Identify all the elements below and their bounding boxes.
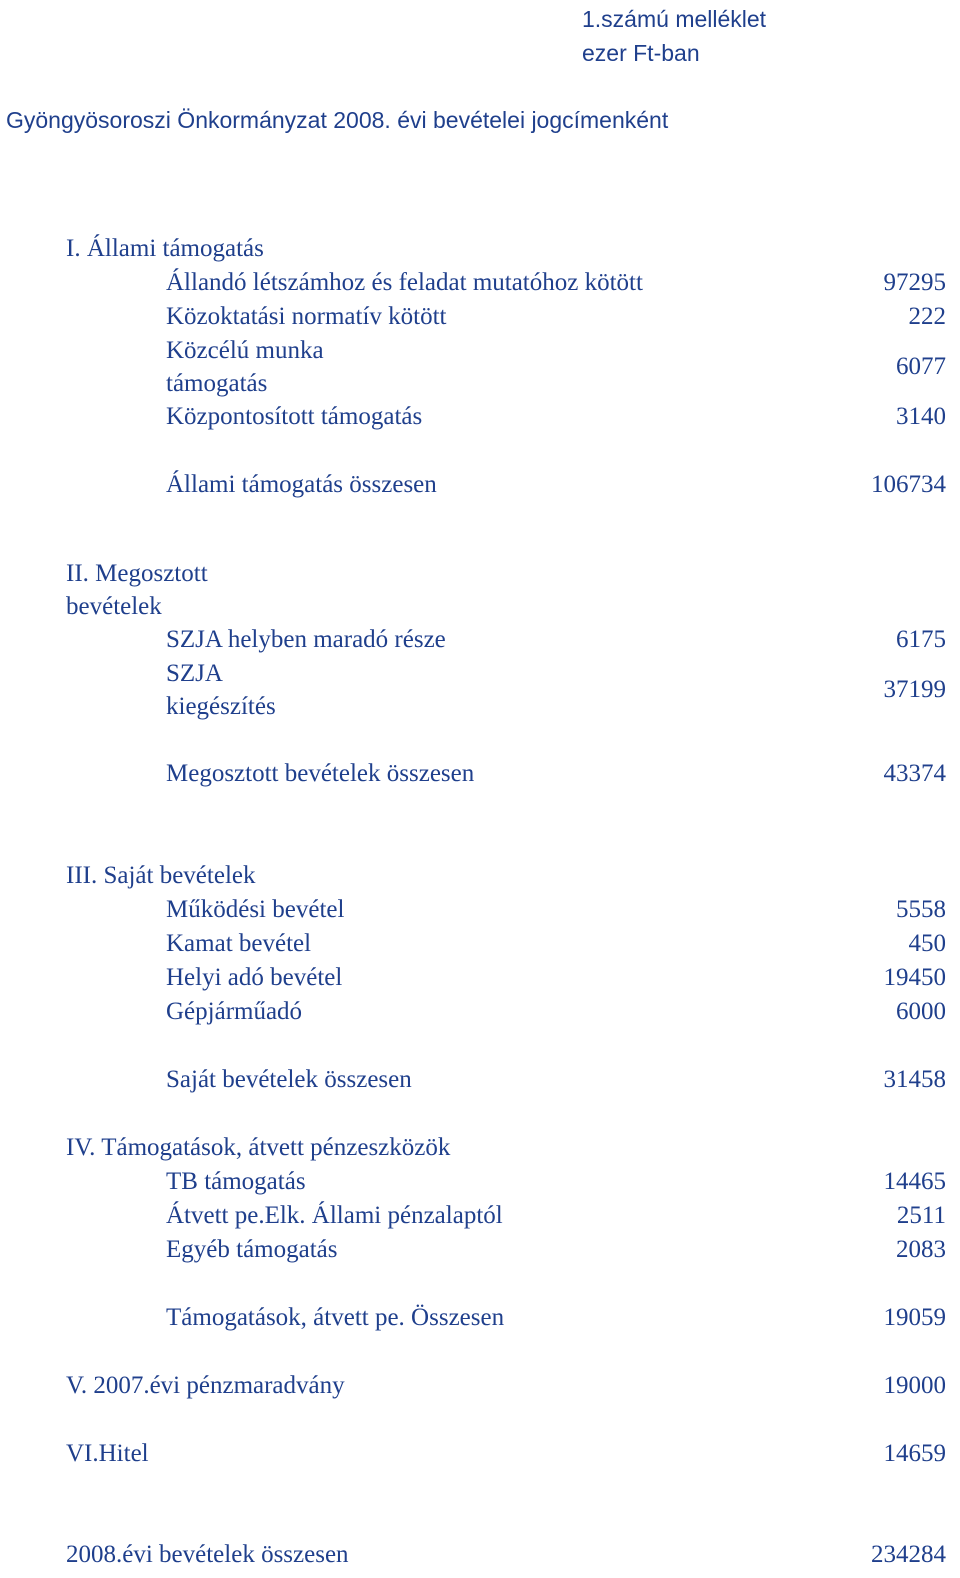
item-label: Egyéb támogatás [166,1236,338,1263]
item-label: kiegészítés [166,693,276,720]
section-title: I. Állami támogatás [66,235,264,262]
section-total-label: Állami támogatás összesen [166,471,437,498]
section-value: 19000 [883,1372,946,1399]
item-label: SZJA [166,660,223,687]
section-total-label: Saját bevételek összesen [166,1066,412,1093]
section-total-label: Megosztott bevételek összesen [166,760,475,787]
item-value: 14465 [883,1168,946,1195]
item-label: Működési bevétel [166,896,345,923]
item-value: 5558 [896,896,946,923]
item-label: TB támogatás [166,1168,306,1195]
item-label: Közoktatási normatív kötött [166,303,447,330]
item-value: 2511 [896,1202,946,1229]
item-label: SZJA helyben maradó része [166,626,446,653]
item-value: 2083 [896,1236,946,1263]
item-label: Központosított támogatás [166,403,423,430]
item-value: 450 [908,930,946,957]
document-title: Gyöngyösoroszi Önkormányzat 2008. évi bevételei jogcímenként [6,107,669,133]
section-total-value: 31458 [883,1066,946,1093]
section-title: IV. Támogatások, átvett pénzeszközök [66,1134,451,1161]
section-total-value: 106734 [871,471,946,498]
section-title: II. Megosztott [66,560,208,587]
item-label: Helyi adó bevétel [166,964,343,991]
section-title: III. Saját bevételek [66,862,256,889]
section-title: bevételek [66,593,162,620]
item-label: Gépjárműadó [166,998,303,1025]
section-value: 14659 [883,1440,946,1467]
item-value: 3140 [896,403,946,430]
item-label: Kamat bevétel [166,930,312,957]
item-value: 19450 [883,964,946,991]
section-total-label: Támogatások, átvett pe. Összesen [166,1304,505,1331]
item-label: Átvett pe.Elk. Állami pénzalaptól [166,1202,503,1229]
section-total-value: 43374 [883,760,946,787]
item-value: 37199 [883,676,946,703]
item-value: 6175 [896,626,946,653]
item-value: 97295 [883,269,946,296]
item-label: Közcélú munka [166,337,324,364]
section-title: VI.Hitel [66,1440,149,1467]
annex-label: 1.számú melléklet [582,6,767,32]
section-title: V. 2007.évi pénzmaradvány [66,1372,345,1399]
section-total-value: 19059 [883,1304,946,1331]
item-value: 222 [908,303,946,330]
item-label: Állandó létszámhoz és feladat mutatóhoz kötött [166,269,643,296]
item-value: 6077 [896,353,946,380]
item-label: támogatás [166,370,268,397]
grand-total-value: 234284 [871,1541,946,1568]
item-value: 6000 [896,998,946,1025]
grand-total-label: 2008.évi bevételek összesen [66,1541,349,1568]
unit-label: ezer Ft-ban [582,40,700,66]
